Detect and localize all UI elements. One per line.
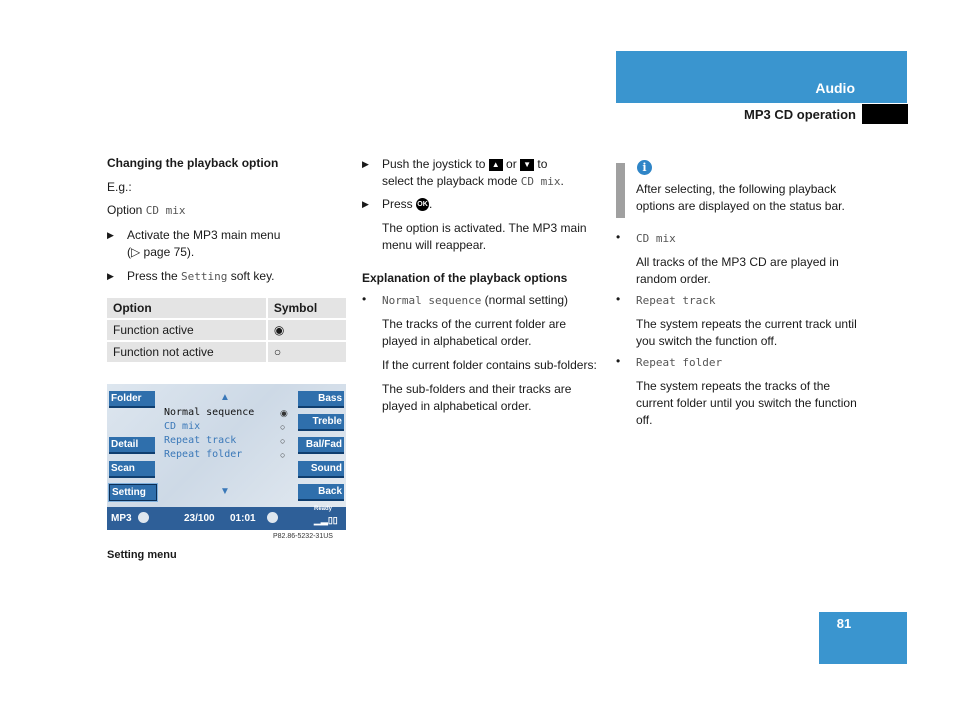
table-header: Option: [107, 298, 267, 318]
period: .: [560, 174, 564, 188]
step-press-setting: [107, 268, 347, 285]
radio-active-icon: ◉: [280, 408, 288, 418]
ready-label: Ready: [314, 506, 333, 512]
step2-prefix: Press the: [127, 269, 182, 283]
header-marker: [862, 104, 908, 124]
step-activate-menu: [107, 227, 347, 261]
repeat-track-code: Repeat track: [636, 294, 716, 307]
period: .: [429, 197, 433, 211]
info-bar: [616, 163, 625, 218]
joystick-down-icon: ▼: [520, 159, 534, 171]
repeat-track-item: [616, 292, 866, 350]
option-cd-mix[interactable]: CD mix: [164, 421, 201, 432]
step2-suffix: soft key.: [227, 269, 275, 283]
source-label: MP3: [111, 513, 132, 524]
press-ok-line: [382, 196, 602, 213]
step-arrow-icon: ▶: [362, 199, 369, 209]
step-arrow-icon: ▶: [107, 271, 114, 281]
or-text: or: [502, 157, 521, 171]
softkey-folder[interactable]: Folder: [109, 391, 155, 408]
figure-code: P82.86-5232-31US: [273, 533, 333, 540]
option-normal-sequence[interactable]: Normal sequence: [164, 407, 255, 418]
softkey-back[interactable]: Back: [298, 484, 344, 501]
normal-sequence-line: [382, 292, 602, 309]
cd-icon: [138, 512, 149, 523]
step-push-joystick: [362, 156, 602, 190]
table-row: [107, 342, 346, 362]
paragraph: If the current folder contains sub-folders:: [382, 358, 597, 372]
paragraph: The tracks of the current folder are played in alphabetical order.: [382, 317, 567, 348]
softkey-scan[interactable]: Scan: [109, 461, 155, 478]
page-number: 81: [836, 616, 852, 631]
section-subtitle: MP3 CD operation: [744, 107, 856, 122]
scroll-up-icon[interactable]: ▲: [220, 392, 230, 403]
table-row: [107, 320, 346, 340]
header-banner: [616, 51, 907, 103]
cd-mix-item: [616, 230, 866, 288]
step1-ref: (▷ page 75).: [127, 245, 195, 259]
softkey-setting[interactable]: Setting: [109, 484, 157, 501]
figure-title: Setting menu: [107, 549, 177, 561]
col1-heading: Changing the playback option: [107, 156, 279, 170]
joystick-text: Push the joystick to: [382, 157, 489, 171]
step2-line: [127, 268, 347, 285]
scroll-down-icon[interactable]: ▼: [220, 486, 230, 497]
select-text: select the playback mode: [382, 174, 521, 188]
repeat-folder-code: Repeat folder: [636, 356, 723, 369]
ok-button-icon: OK: [416, 198, 429, 211]
step-arrow-icon: ▶: [362, 159, 369, 169]
softkey-treble[interactable]: Treble: [298, 414, 344, 431]
signal-icon: ▁▂▯▯: [314, 515, 338, 525]
table-cell: Function not active: [107, 342, 267, 362]
softkey-bal-fad[interactable]: Bal/Fad: [298, 437, 344, 454]
eg-label: E.g.:: [107, 180, 132, 194]
paragraph: The system repeats the current track until you switch the function off.: [636, 317, 857, 348]
normal-sequence-code: Normal sequence: [382, 294, 482, 307]
normal-sequence-item: [362, 292, 602, 415]
status-bar: [107, 507, 346, 530]
repeat-folder-item: [616, 354, 866, 429]
cd-mix-code: CD mix: [520, 175, 561, 188]
paragraph: All tracks of the MP3 CD are played in random order.: [636, 255, 839, 286]
playback-icon: [267, 512, 278, 523]
normal-setting-text: (normal setting): [481, 293, 569, 307]
info-text: After selecting, the following playback options are displayed on the status bar.: [636, 182, 845, 213]
paragraph: The sub-folders and their tracks are played in alphabetical order.: [382, 382, 572, 413]
radio-inactive-icon: ○: [280, 450, 286, 460]
joystick-line1: [382, 156, 602, 173]
option-repeat-folder[interactable]: Repeat folder: [164, 449, 243, 460]
step1-text: Activate the MP3 main menu: [127, 228, 281, 242]
joystick-line2: [382, 173, 602, 190]
track-counter: 23/100: [184, 513, 215, 524]
radio-inactive-icon: ○: [280, 436, 286, 446]
softkey-bass[interactable]: Bass: [298, 391, 344, 408]
press-text: Press: [382, 197, 417, 211]
joystick-up-icon: ▲: [489, 159, 503, 171]
cd-mix-code: CD mix: [636, 232, 676, 245]
setting-code: Setting: [181, 270, 228, 283]
to-text: to: [534, 157, 548, 171]
setting-menu-screen: [107, 384, 346, 530]
section-title: Audio: [815, 80, 855, 96]
option-value: CD mix: [145, 204, 186, 217]
bullet-icon: •: [616, 230, 621, 244]
option-prefix: Option: [107, 203, 146, 217]
bullet-icon: •: [616, 292, 621, 306]
step-arrow-icon: ▶: [107, 230, 114, 240]
radio-inactive-icon: ○: [267, 342, 346, 362]
table-header: Symbol: [267, 298, 346, 318]
explanation-heading: Explanation of the playback options: [362, 271, 568, 285]
paragraph: The system repeats the tracks of the current folder until you switch the function off.: [636, 379, 857, 427]
play-time: 01:01: [230, 513, 256, 524]
ok-result-text: The option is activated. The MP3 main menu will reappear.: [382, 221, 587, 252]
table-cell: Function active: [107, 320, 267, 340]
softkey-sound[interactable]: Sound: [298, 461, 344, 478]
info-icon: i: [637, 160, 652, 175]
option-symbol-table: [107, 298, 346, 362]
option-repeat-track[interactable]: Repeat track: [164, 435, 237, 446]
radio-active-icon: ◉: [267, 320, 346, 340]
option-line: [107, 203, 185, 217]
softkey-detail[interactable]: Detail: [109, 437, 155, 454]
radio-inactive-icon: ○: [280, 422, 286, 432]
step-press-ok: [362, 196, 602, 254]
bullet-icon: •: [362, 292, 367, 306]
table-header-row: [107, 298, 346, 318]
bullet-icon: •: [616, 354, 621, 368]
